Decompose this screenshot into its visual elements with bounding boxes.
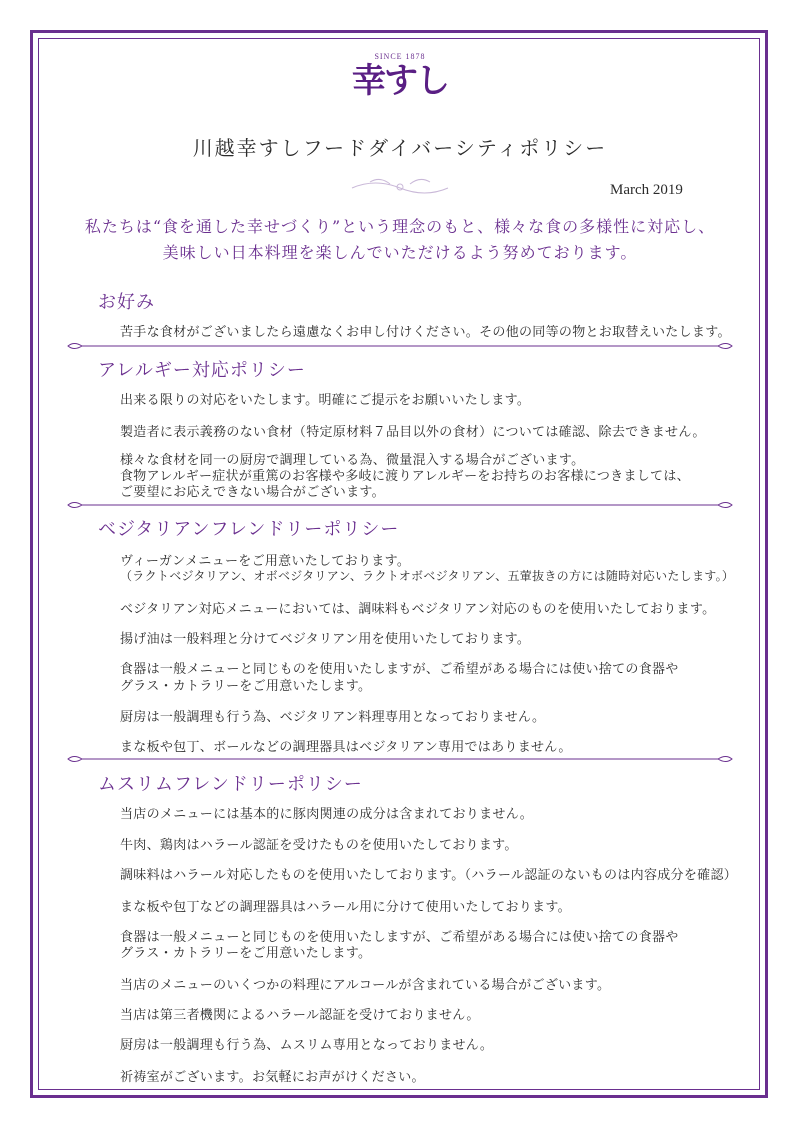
- section-heading-muslim: ムスリムフレンドリーポリシー: [98, 774, 363, 795]
- policy-line: 食器は一般メニューと同じものを使用いたしますが、ご希望がある場合には使い捨ての食器や: [120, 930, 679, 945]
- policy-line: 揚げ油は一般料理と分けてベジタリアン用を使用いたしております。: [120, 632, 531, 647]
- section-divider: [64, 752, 736, 766]
- policy-line: グラス・カトラリーをご用意いたします。: [120, 946, 372, 961]
- policy-line: まな板や包丁などの調理器具はハラール用に分けて使用いたしております。: [120, 900, 571, 915]
- policy-line: 苦手な食材がございましたら遠慮なくお申し付けください。その他の同等の物とお取替えいたします。: [120, 325, 731, 340]
- policy-line: （ラクトベジタリアン、オボベジタリアン、ラクトオボベジタリアン、五葷抜きの方には随時対応いたします。）: [120, 569, 735, 583]
- policy-line: 当店のメニューのいくつかの料理にアルコールが含まれている場合がございます。: [120, 978, 611, 993]
- section-heading-preferences: お好み: [98, 292, 155, 313]
- intro-line: 私たちは“食を通した幸せづくり”という理念のもと、様々な食の多様性に対応し、: [84, 217, 716, 236]
- policy-line: 出来る限りの対応をいたします。明確にご提示をお願いいたします。: [120, 393, 531, 408]
- date-label: March 2019: [610, 182, 683, 198]
- ornament-icon: [350, 174, 450, 198]
- policy-line: 製造者に表示義務のない食材（特定原材料７品目以外の食材）については確認、除去できません。: [120, 425, 706, 440]
- policy-line: 食物アレルギー症状が重篤のお客様や多岐に渡りアレルギーをお持ちのお客様につきましては、: [120, 469, 690, 484]
- policy-line: ベジタリアン対応メニューにおいては、調味料もベジタリアン対応のものを使用いたしております。: [120, 602, 716, 617]
- brand-logo: [340, 52, 460, 114]
- policy-line: 祈祷室がございます。お気軽にお声がけください。: [120, 1070, 425, 1085]
- policy-line: 調味料はハラール対応したものを使用いたしております。（ハラール認証のないものは内容成分を確認）: [120, 868, 738, 883]
- policy-line: 当店は第三者機関によるハラール認証を受けておりません。: [120, 1008, 480, 1023]
- section-divider: [64, 498, 736, 512]
- policy-line: 当店のメニューには基本的に豚肉関連の成分は含まれておりません。: [120, 807, 534, 822]
- policy-line: まな板や包丁、ボールなどの調理器具はベジタリアン専用ではありません。: [120, 740, 572, 755]
- policy-line: 厨房は一般調理も行う為、ベジタリアン料理専用となっておりません。: [120, 710, 546, 725]
- logo-since: SINCE 1878: [374, 52, 426, 61]
- page-title: 川越幸すしフードダイバーシティポリシー: [192, 136, 608, 160]
- policy-line: 牛肉、鶏肉はハラール認証を受けたものを使用いたしております。: [120, 838, 518, 853]
- policy-line: 食器は一般メニューと同じものを使用いたしますが、ご希望がある場合には使い捨ての食器や: [120, 662, 679, 677]
- policy-line: 様々な食材を同一の厨房で調理している為、微量混入する場合がございます。: [120, 453, 585, 468]
- section-divider: [64, 339, 736, 353]
- logo-mark: 幸すし: [352, 61, 448, 101]
- section-heading-allergy: アレルギー対応ポリシー: [98, 360, 306, 381]
- intro-line: 美味しい日本料理を楽しんでいただけるよう努めております。: [162, 243, 638, 262]
- section-heading-vegetarian: ベジタリアンフレンドリーポリシー: [98, 519, 400, 540]
- policy-line: グラス・カトラリーをご用意いたします。: [120, 679, 372, 694]
- policy-line: 厨房は一般調理も行う為、ムスリム専用となっておりません。: [120, 1038, 494, 1053]
- policy-line: ご要望にお応えできない場合がございます。: [120, 485, 385, 500]
- policy-line: ヴィーガンメニューをご用意いたしております。: [120, 554, 411, 569]
